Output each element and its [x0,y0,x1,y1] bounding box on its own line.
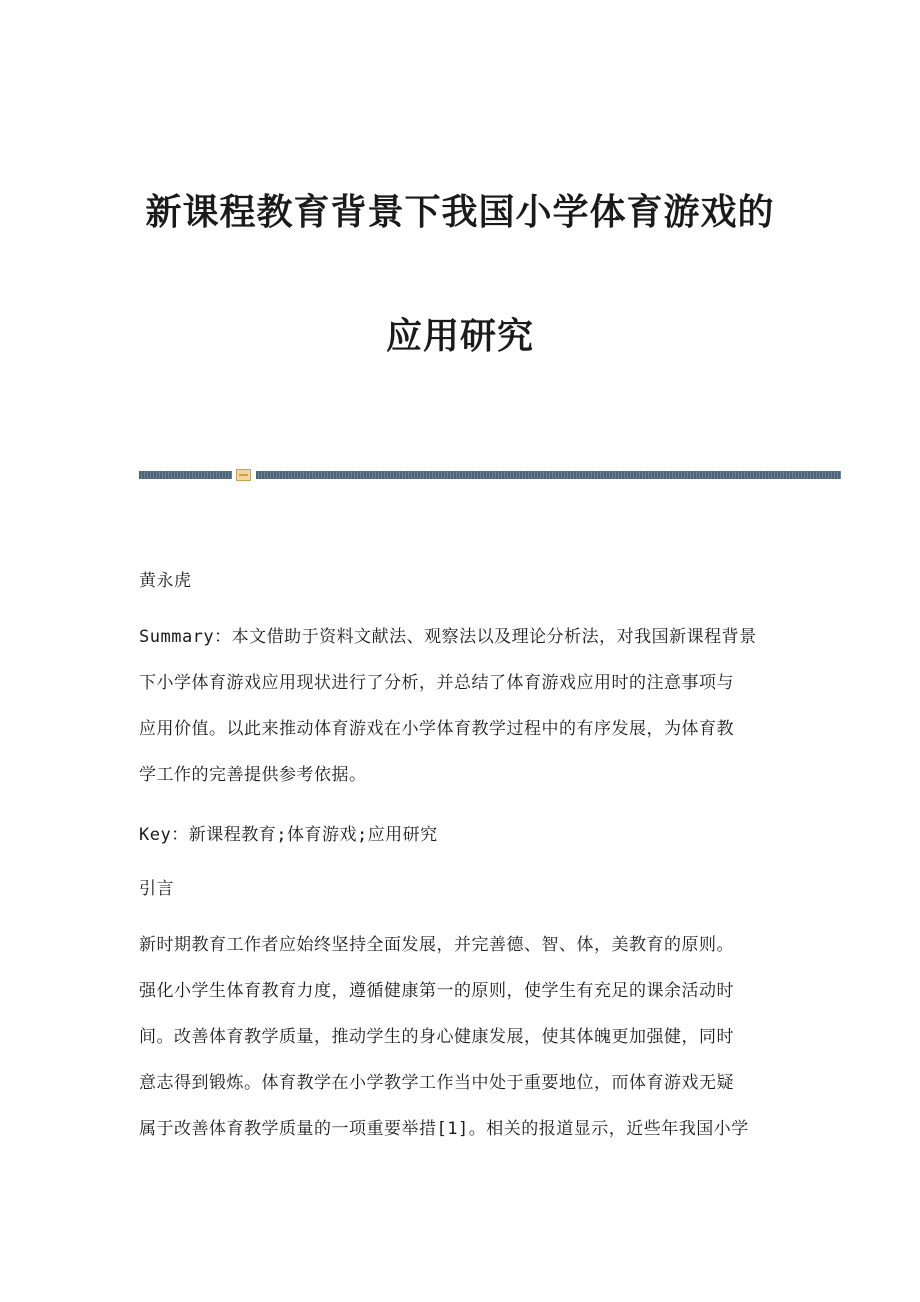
introduction-paragraph [139,922,789,1152]
document-title-line-1: 新课程教育背景下我国小学体育游戏的 [145,191,775,233]
title-divider-left [139,471,232,479]
section-heading-introduction: 引言 [139,879,174,899]
summary-line: Summary：本文借助于资料文献法、观察法以及理论分析法，对我国新课程背景 [139,627,757,647]
author-name: 黄永虎 [139,571,192,591]
summary-paragraph [139,614,789,798]
intro-line: 新时期教育工作者应始终坚持全面发展，并完善德、智、体，美教育的原则。 [139,935,734,955]
summary-line: 下小学体育游戏应用现状进行了分析，并总结了体育游戏应用时的注意事项与 [139,673,734,693]
keywords: Key：新课程教育;体育游戏;应用研究 [139,825,438,845]
intro-line: 意志得到锻炼。体育教学在小学教学工作当中处于重要地位，而体育游戏无疑 [139,1073,734,1093]
document-title-line-2: 应用研究 [385,315,534,357]
title-divider-right [256,471,841,479]
intro-line: 强化小学生体育教育力度，遵循健康第一的原则，使学生有充足的课余活动时 [139,981,734,1001]
summary-line: 学工作的完善提供参考依据。 [139,765,367,785]
summary-line: 应用价值。以此来推动体育游戏在小学体育教学过程中的有序发展，为体育教 [139,719,734,739]
intro-line: 间。改善体育教学质量，推动学生的身心健康发展，使其体魄更加强健，同时 [139,1027,734,1047]
intro-line: 属于改善体育教学质量的一项重要举措[1]。相关的报道显示，近些年我国小学 [139,1119,749,1139]
divider-ornament-icon [236,469,251,481]
